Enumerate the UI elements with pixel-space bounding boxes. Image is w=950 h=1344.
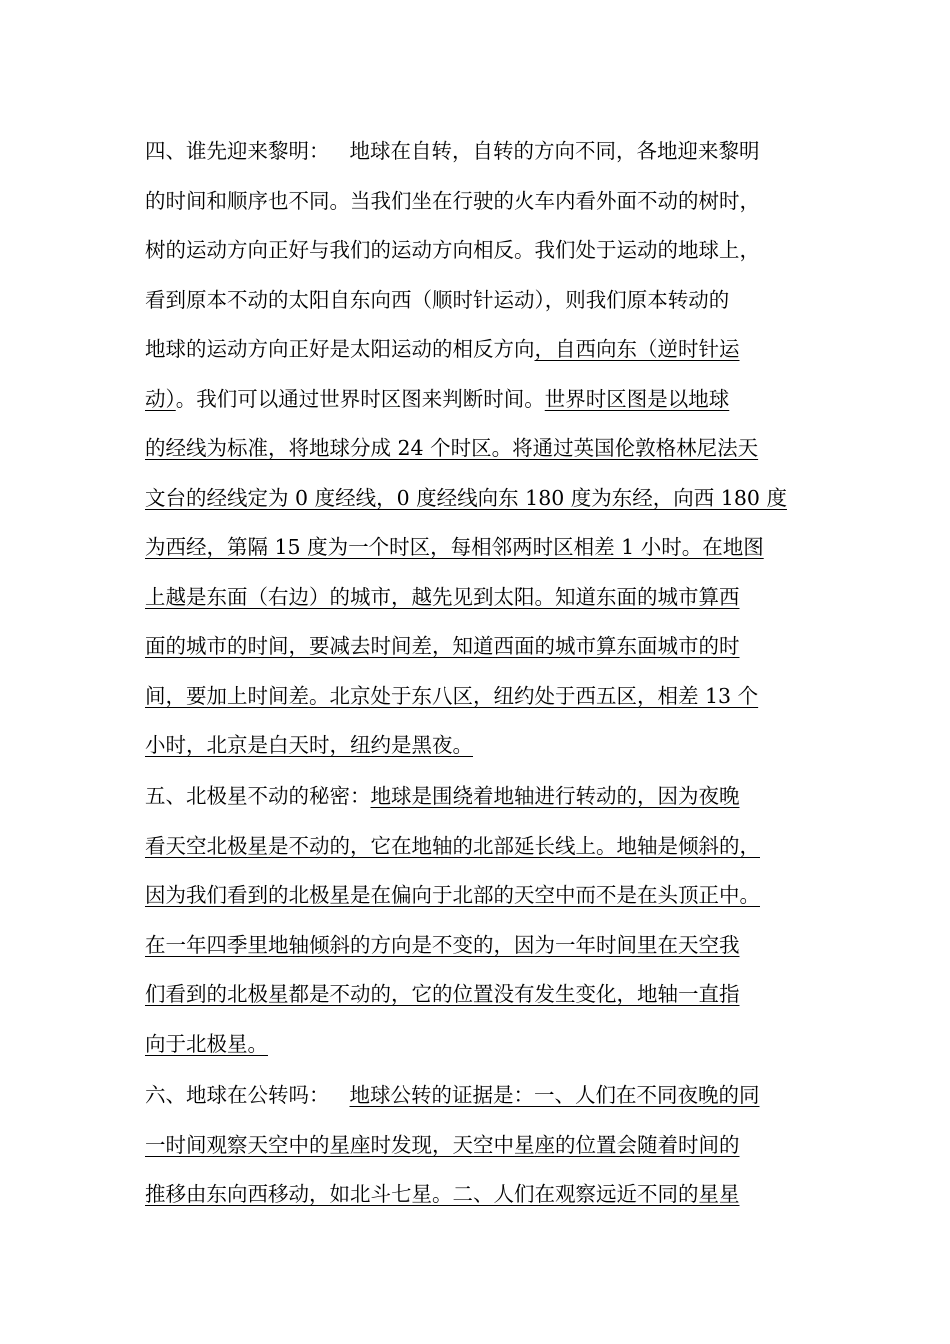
text-line: [145, 481, 787, 515]
underlined-text: 世界时区图是以地球: [544, 387, 730, 411]
text-line: [145, 779, 740, 813]
text-line: [145, 1078, 760, 1112]
underlined-text: 为西经，第隔 15 度为一个时区，每相邻两时区相差 1 小时。在地图: [145, 535, 764, 559]
text-line: [145, 977, 740, 1011]
text-line: [145, 184, 760, 218]
text-line: [145, 134, 760, 168]
underlined-text: 上越是东面（右边）的城市，越先见到太阳。知道东面的城市算西: [145, 585, 740, 609]
text-segment: 的时间和顺序也不同。当我们坐在行驶的火车内看外面不动的树时，: [145, 189, 760, 213]
underlined-text: 地球公转的证据是：一、人们在不同夜晚的同: [349, 1083, 760, 1107]
underlined-text: 动）: [145, 387, 176, 411]
text-segment: 树的运动方向正好与我们的运动方向相反。我们处于运动的地球上，: [145, 238, 760, 262]
underlined-text: 向于北极星。: [145, 1032, 268, 1056]
text-line: [145, 283, 729, 317]
text-line: [145, 233, 760, 267]
text-line: [145, 679, 758, 713]
underlined-text: 们看到的北极星都是不动的，它的位置没有发生变化，地轴一直指: [145, 982, 740, 1006]
text-line: [145, 728, 473, 762]
section-heading-5: 五、北极星不动的秘密：: [145, 784, 371, 808]
underlined-text: 小时，北京是白天时，纽约是黑夜。: [145, 733, 473, 757]
text-segment: 地球的运动方向正好是太阳运动的相反方向: [145, 337, 535, 361]
section-heading-6: 六、地球在公转吗：: [145, 1083, 330, 1107]
underlined-text: 地球是围绕着地轴进行转动的，因为夜晚: [370, 784, 740, 808]
underlined-text: 的经线为标准，将地球分成 24 个时区。将通过英国伦敦格林尼法天: [145, 436, 759, 460]
text-line: [145, 580, 740, 614]
underlined-text: 因为我们看到的北极星是在偏向于北部的天空中而不是在头顶正中。: [145, 883, 760, 907]
underlined-text: 推移由东向西移动，如北斗七星。二、人们在观察远近不同的星星: [145, 1182, 740, 1206]
text-line: [145, 332, 740, 366]
text-line: [145, 530, 764, 564]
text-line: [145, 878, 760, 912]
underlined-text: 文台的经线定为 0 度经线，0 度经线向东 180 度为东经，向西 180 度: [145, 486, 787, 510]
underlined-text: 间，要加上时间差。北京处于东八区，纽约处于西五区，相差 13 个: [145, 684, 759, 708]
underlined-text: 看天空北极星是不动的，它在地轴的北部延长线上。地轴是倾斜的，: [145, 834, 760, 858]
section-heading-4: 四、谁先迎来黎明：: [145, 139, 330, 163]
text-line: [145, 1177, 740, 1211]
text-segment: 。我们可以通过世界时区图来判断时间。: [175, 387, 545, 411]
text-line: [145, 928, 740, 962]
text-line: [145, 629, 740, 663]
underlined-text: 面的城市的时间，要减去时间差，知道西面的城市算东面城市的时: [145, 634, 740, 658]
text-line: [145, 382, 729, 416]
text-line: [145, 1128, 740, 1162]
text-segment: 地球在自转，自转的方向不同，各地迎来黎明: [349, 139, 760, 163]
text-segment: 看到原本不动的太阳自东向西（顺时针运动），则我们原本转动的: [145, 288, 730, 312]
text-line: [145, 829, 760, 863]
underlined-text: 在一年四季里地轴倾斜的方向是不变的，因为一年时间里在天空我: [145, 933, 740, 957]
text-line: [145, 1027, 268, 1061]
text-line: [145, 431, 758, 465]
underlined-text: 一时间观察天空中的星座时发现，天空中星座的位置会随着时间的: [145, 1133, 740, 1157]
underlined-text: ，自西向东（逆时针运: [534, 337, 740, 361]
